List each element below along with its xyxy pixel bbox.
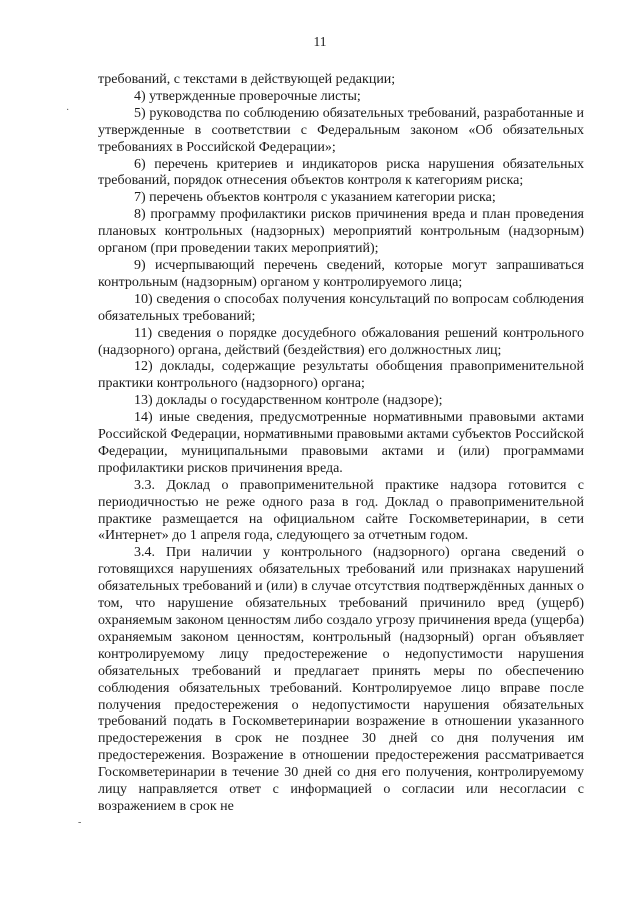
list-item-7: 7) перечень объектов контроля с указанием категории риска;: [134, 190, 496, 206]
section-3-3: 3.3. Доклад о правоприменительной практике надзора готовится с периодичностью не реже одного раза в год. Доклад о правоприменительной практике размещается на официальном сайте Госкомветеринарии, в сети «Интернет» до 1 апреля года, следующего за отчетным годом.: [98, 477, 584, 544]
margin-dash-mark: -: [78, 817, 82, 828]
list-item-13: 13) доклады о государственном контроле (надзоре);: [134, 393, 443, 409]
list-item-4: 4) утвержденные проверочные листы;: [134, 88, 361, 104]
document-body: [98, 72, 584, 816]
list-item-6: 6) перечень критериев и индикаторов риска нарушения обязательных требований, порядок отнесения объектов контроля к категориям риска;: [98, 156, 584, 189]
page-number: 11: [313, 34, 327, 49]
list-item-10: 10) сведения о способах получения консультаций по вопросам соблюдения обязательных требований;: [98, 291, 584, 324]
margin-dot-mark: ·: [66, 105, 70, 116]
section-3-4: 3.4. При наличии у контрольного (надзорного) органа сведений о готовящихся нарушениях обязательных требований или признаках нарушений обязательных требований и (или) в случае отсутствия подтверждённых данных о том, что нарушение обязательных требований причинило вред (ущерб) охраняемым законом ценностям либо создало угрозу причинения вреда (ущерба) охраняемым законом ценностям, контрольный (надзорный) орган объявляет контролируемому лицу предостережение о недопустимости нарушения обязательных требований и предлагает принять меры по обеспечению соблюдения обязательных требований. Контролируемое лицо вправе после получения предостережения о недопустимости нарушения обязательных требований подать в Госкомветеринарии возражение в отношении указанного предостережения в срок не позднее 30 дней со дня получения им предостережения. Возражение в отношении предостережения рассматривается Госкомветеринарии в течение 30 дней со дня его получения, контролируемому лицу направляется ответ с информацией о согласии или несогласии с возражением в срок не: [98, 545, 584, 814]
list-item-9: 9) исчерпывающий перечень сведений, которые могут запрашиваться контрольным (надзорным) органом у контролируемого лица;: [98, 257, 584, 290]
list-item-8: 8) программу профилактики рисков причинения вреда и план проведения плановых контрольных (надзорных) мероприятий контрольным (надзорным) органом (при проведении таких мероприятий);: [98, 207, 584, 257]
list-item-14: 14) иные сведения, предусмотренные нормативными правовыми актами Российской Федерации, нормативными правовыми актами субъектов Российской Федерации, муниципальными правовыми актами и (или) программами профилактики рисков причинения вреда.: [98, 410, 584, 476]
list-item-5: 5) руководства по соблюдению обязательных требований, разработанные и утвержденные в соответствии с Федеральным законом «Об обязательных требованиях в Российской Федерации»;: [98, 105, 584, 155]
list-item-11: 11) сведения о порядке досудебного обжалования решений контрольного (надзорного) органа, действий (бездействия) его должностных лиц;: [98, 325, 584, 358]
list-item-12: 12) доклады, содержащие результаты обобщения правоприменительной практики контрольного (надзорного) органа;: [98, 359, 584, 392]
paragraph-continuation: требований, с текстами в действующей редакции;: [98, 72, 396, 87]
